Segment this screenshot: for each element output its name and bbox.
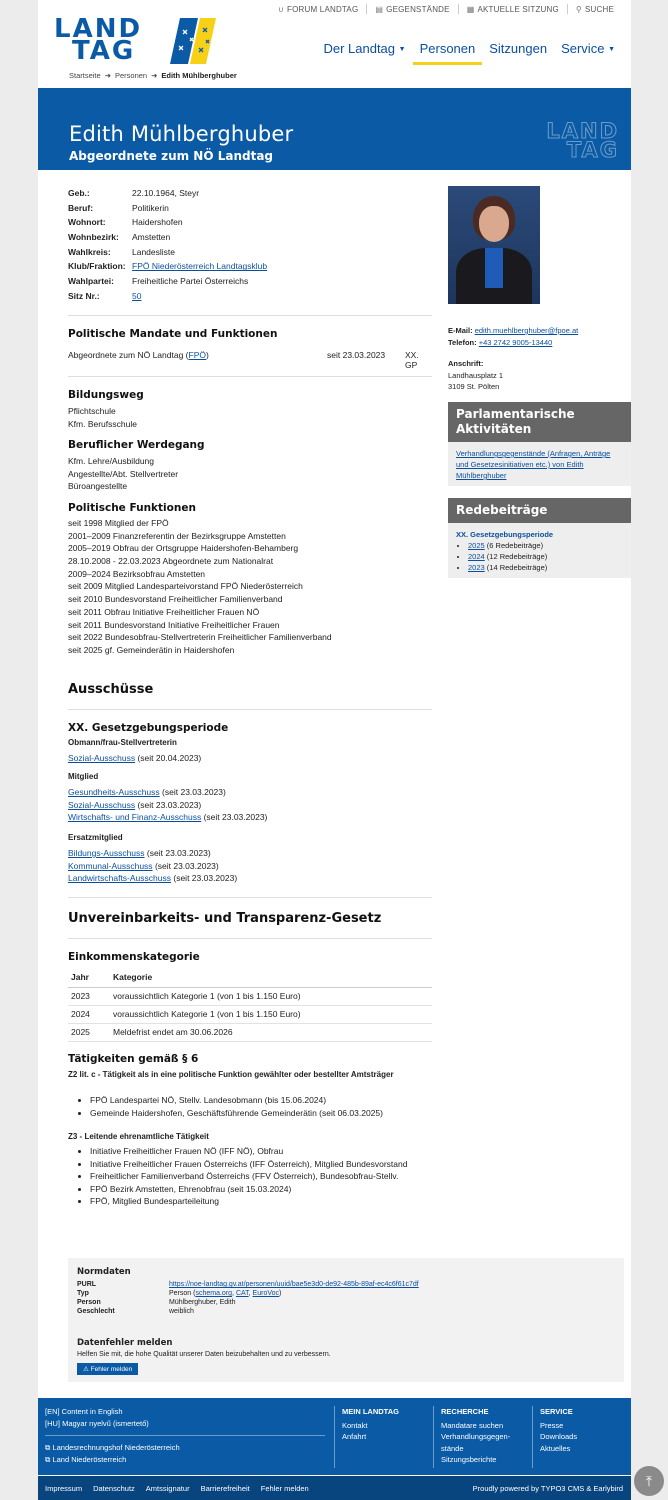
list-item: • FPÖ, Mitglied Bundesparteileitung bbox=[90, 1195, 430, 1208]
page-subtitle: Abgeordnete zum NÖ Landtag bbox=[69, 149, 274, 163]
address-row bbox=[448, 358, 578, 370]
person-facts bbox=[68, 186, 267, 304]
z3-list bbox=[80, 1145, 430, 1208]
list-item: seit 2025 gf. Gemeinderätin in Haidershofen bbox=[68, 644, 235, 655]
list-item: 2001–2009 Finanzreferentin der Bezirksgruppe Amstetten bbox=[68, 530, 286, 541]
committee-since: (seit 23.03.2023) bbox=[173, 873, 238, 884]
address-line2: 3109 St. Pölten bbox=[448, 382, 500, 391]
address-line1: Landhausplatz 1 bbox=[448, 370, 504, 380]
eurovoc-link[interactable]: EuroVoc bbox=[252, 1290, 280, 1297]
footer-col1-title: MEIN LANDTAG bbox=[342, 1407, 399, 1416]
committee-item bbox=[68, 799, 267, 812]
committee-since: (seit 23.03.2023) bbox=[162, 787, 226, 797]
legal-link[interactable]: Barrierefreiheit bbox=[200, 1484, 250, 1493]
forum-label: FORUM LANDTAG bbox=[287, 4, 359, 14]
page-title: Edith Mühlberghuber bbox=[69, 122, 294, 146]
nav-sitzungen[interactable] bbox=[482, 41, 554, 65]
typ-prefix: Person ( bbox=[169, 1290, 196, 1297]
normdaten-box bbox=[68, 1258, 624, 1382]
datenfehler-text: Helfen Sie mit, die hohe Qualität unserer Daten beizubehalten und zu verbessern. bbox=[77, 1351, 331, 1358]
table-cell: 2023 bbox=[68, 987, 110, 1005]
fact-label: Geb.: bbox=[68, 188, 90, 198]
footer-link[interactable]: Kontakt bbox=[342, 1420, 368, 1430]
fact-label: Wohnbezirk: bbox=[68, 232, 119, 243]
forum-link[interactable] bbox=[270, 4, 366, 14]
list-item: 2009–2024 Bezirksobfrau Amstetten bbox=[68, 568, 206, 579]
rede-year-link[interactable]: 2025 bbox=[468, 541, 485, 550]
fact-row bbox=[68, 259, 267, 274]
arrow-right-icon: ➜ bbox=[151, 71, 158, 80]
rede-item bbox=[468, 562, 623, 573]
rede-item bbox=[468, 540, 623, 551]
logo-text-line1: LAND bbox=[54, 14, 143, 44]
mandate-label: Abgeordnete zum NÖ Landtag ( bbox=[68, 350, 189, 360]
table-row bbox=[68, 1023, 432, 1041]
fact-value: Freiheitliche Partei Österreichs bbox=[132, 276, 249, 287]
fact-value: Politikerin bbox=[132, 202, 169, 213]
fact-row bbox=[68, 289, 267, 304]
committee-since: (seit 23.03.2023) bbox=[154, 860, 219, 871]
committee-item bbox=[68, 752, 201, 765]
committee-item bbox=[68, 811, 267, 824]
einkommen-table bbox=[68, 967, 432, 1042]
phone-label: Telefon: bbox=[448, 337, 477, 347]
aktivitaeten-heading: Parlamentarische Aktivitäten bbox=[448, 402, 631, 442]
fact-value: Haidershofen bbox=[132, 217, 183, 228]
footer-col-divider bbox=[334, 1406, 335, 1468]
list-item: Büroangestellte bbox=[68, 481, 128, 492]
beruf-list bbox=[68, 455, 178, 493]
footer-col3-title: SERVICE bbox=[540, 1407, 573, 1416]
committee-link[interactable]: Kommunal-Ausschuss bbox=[68, 860, 153, 871]
bildung-list bbox=[68, 405, 137, 430]
footer-divider bbox=[45, 1435, 325, 1436]
typ-row bbox=[77, 1290, 281, 1297]
fact-row bbox=[68, 245, 267, 260]
footer-link[interactable]: Sitzungsberichte bbox=[441, 1455, 497, 1464]
nav-der-landtag[interactable] bbox=[316, 41, 412, 65]
list-item: seit 2010 Bundesvorstand Freiheitlicher Familienverband bbox=[68, 594, 283, 605]
horseshoe-icon: ∪ bbox=[277, 4, 285, 14]
portrait-face bbox=[479, 206, 509, 242]
nav-service-label: Service bbox=[561, 41, 605, 56]
committee-role: Obmann/frau-Stellvertreterin bbox=[68, 738, 177, 747]
list-item: seit 2011 Bundesvorstand Initiative Freiheitlicher Frauen bbox=[68, 619, 280, 630]
breadcrumb bbox=[69, 71, 237, 80]
legal-links bbox=[45, 1484, 309, 1493]
rede-period: XX. Gesetzgebungsperiode bbox=[456, 530, 554, 539]
committee-since: (seit 23.03.2023) bbox=[203, 812, 268, 823]
fact-row bbox=[68, 230, 267, 245]
address-label: Anschrift: bbox=[448, 359, 484, 368]
z3-heading: Z3 - Leitende ehrenamtliche Tätigkeit bbox=[68, 1132, 209, 1141]
warning-icon: ⚠ bbox=[83, 1366, 89, 1373]
main-nav bbox=[316, 41, 622, 65]
lang-en-link[interactable]: [EN] Content in English bbox=[45, 1407, 123, 1416]
committee-list bbox=[68, 786, 267, 824]
mandates-heading: Politische Mandate und Funktionen bbox=[68, 328, 278, 340]
list-item: 28.10.2008 - 22.03.2023 Abgeordnete zum Nationalrat bbox=[68, 556, 274, 567]
committee-link[interactable]: Landwirtschafts-Ausschuss bbox=[68, 873, 171, 884]
logo-text-line2: TAG bbox=[72, 36, 136, 66]
legal-link[interactable]: Impressum bbox=[45, 1484, 83, 1493]
committee-since: (seit 23.03.2023) bbox=[137, 799, 202, 810]
aktivitaeten-link[interactable]: Verhandlungsgegenstände (Anfragen, Anträge und Gesetzesinitiativen etc.) von Edith Mühlberghuber bbox=[456, 449, 611, 480]
ext-link-lrh-label: Landesrechnungshof Niederösterreich bbox=[52, 1443, 180, 1452]
fact-label: Beruf: bbox=[68, 202, 94, 213]
watermark-line1: LAND bbox=[546, 119, 619, 143]
redebeitraege-panel bbox=[448, 498, 631, 578]
logo-flag-icon bbox=[170, 18, 216, 64]
fact-label: Sitz Nr.: bbox=[68, 290, 100, 301]
person-label: Person bbox=[77, 1299, 101, 1306]
divider bbox=[68, 938, 432, 939]
list-item: • FPÖ Landespartei NÖ, Stellv. Landesobmann (bis 15.06.2024) bbox=[90, 1094, 383, 1107]
fehler-melden-label: Fehler melden bbox=[90, 1366, 133, 1373]
fact-value[interactable]: 50 bbox=[132, 290, 142, 301]
phone-row bbox=[448, 337, 578, 349]
footer-col-divider bbox=[433, 1406, 434, 1468]
list-item: seit 2011 Obfrau Initiative Freiheitlicher Frauen NÖ bbox=[68, 606, 260, 617]
footer-col2-links bbox=[441, 1420, 529, 1466]
spacer bbox=[448, 348, 578, 358]
caret-down-icon: ▼ bbox=[398, 46, 406, 53]
person-value: Mühlberghuber, Edith bbox=[169, 1299, 236, 1306]
rede-item bbox=[468, 551, 623, 562]
rede-count: (12 Redebeiträge) bbox=[486, 552, 548, 561]
geschlecht-row bbox=[77, 1308, 194, 1315]
list-item: Kfm. Lehre/Ausbildung bbox=[68, 456, 154, 466]
footer-col2-title: RECHERCHE bbox=[441, 1407, 489, 1416]
arrow-up-icon: ⤒ bbox=[645, 1473, 653, 1489]
bildung-heading: Bildungsweg bbox=[68, 389, 144, 401]
purl-row bbox=[77, 1281, 419, 1288]
table-cell: Meldefrist endet am 30.06.2026 bbox=[110, 1023, 432, 1041]
list-item: Kfm. Berufsschule bbox=[68, 418, 137, 429]
fact-row bbox=[68, 201, 267, 216]
breadcrumb-home[interactable]: Startseite bbox=[69, 71, 101, 80]
rede-count: (6 Redebeiträge) bbox=[486, 541, 544, 550]
z2-heading: Z2 lit. c - Tätigkeit als in eine politische Funktion gewählter oder bestellter Amtsträger bbox=[68, 1070, 394, 1079]
geschlecht-label: Geschlecht bbox=[77, 1308, 115, 1315]
list-item: • Freiheitlicher Familienverband Österreichs (FFV Österreich), Bundesobfrau-Stellv. bbox=[90, 1170, 430, 1183]
fact-value[interactable]: FPÖ Niederösterreich Landtagsklub bbox=[132, 261, 268, 272]
table-cell: 2025 bbox=[68, 1023, 110, 1041]
redebeitraege-body bbox=[448, 523, 631, 579]
utility-bar bbox=[270, 4, 622, 14]
footer-col-divider bbox=[532, 1406, 533, 1468]
footer-link[interactable]: Mandatare suchen bbox=[441, 1420, 504, 1430]
ext-link-land-label: Land Niederösterreich bbox=[52, 1455, 127, 1464]
committee-since: (seit 20.04.2023) bbox=[137, 753, 202, 763]
table-row bbox=[68, 1005, 432, 1023]
hero-banner bbox=[38, 88, 631, 170]
nav-der-landtag-label: Der Landtag bbox=[323, 41, 396, 56]
footer-col1-links bbox=[342, 1420, 399, 1443]
divider bbox=[68, 315, 432, 316]
list-item: • Gemeinde Haidershofen, Geschäftsführende Gemeinderätin (seit 06.03.2025) bbox=[90, 1107, 383, 1120]
transparenz-heading: Unvereinbarkeits- und Transparenz-Gesetz bbox=[68, 911, 382, 926]
watermark-line2: TAG bbox=[566, 138, 619, 162]
footer-link[interactable]: Presse bbox=[540, 1420, 564, 1430]
committee-link[interactable]: Sozial-Ausschuss bbox=[68, 753, 136, 763]
powered-by: Proudly powered by TYPO3 CMS & Earlybird bbox=[472, 1484, 623, 1493]
table-cell: 2024 bbox=[68, 1005, 110, 1023]
rede-count: (14 Redebeiträge) bbox=[486, 563, 548, 572]
list-item: Angestellte/Abt. Stellvertreter bbox=[68, 468, 179, 479]
committee-link[interactable]: Gesundheits-Ausschuss bbox=[68, 787, 160, 797]
committee-list bbox=[68, 847, 237, 885]
caret-down-icon: ▼ bbox=[608, 46, 615, 53]
footer bbox=[38, 1398, 631, 1475]
funktionen-list bbox=[68, 517, 332, 657]
col-jahr: Jahr bbox=[68, 967, 110, 987]
bottom-bar bbox=[38, 1476, 631, 1500]
committee-role: Mitglied bbox=[68, 772, 99, 781]
typ-suffix: ) bbox=[279, 1290, 282, 1297]
geschlecht-value: weiblich bbox=[169, 1308, 194, 1315]
portrait-photo bbox=[448, 186, 540, 304]
search-label: SUCHE bbox=[584, 4, 614, 14]
document-icon: ▤ bbox=[375, 4, 384, 14]
aktivitaeten-panel bbox=[448, 402, 631, 486]
nav-personen[interactable] bbox=[413, 41, 483, 65]
footer-link[interactable]: Anfahrt bbox=[342, 1432, 367, 1441]
committee-link[interactable]: Wirtschafts- und Finanz-Ausschuss bbox=[68, 812, 202, 823]
ext-link-lrh[interactable] bbox=[45, 1443, 180, 1453]
ext-link-land[interactable] bbox=[45, 1455, 126, 1465]
committee-list bbox=[68, 752, 201, 765]
gegenstaende-link[interactable] bbox=[366, 4, 457, 14]
fact-row bbox=[68, 186, 267, 201]
committee-item bbox=[68, 847, 237, 860]
legal-link[interactable]: Datenschutz bbox=[93, 1484, 135, 1493]
committee-item bbox=[68, 786, 267, 799]
email-row bbox=[448, 325, 578, 337]
sitzung-label: AKTUELLE SITZUNG bbox=[477, 4, 559, 14]
footer-col-recherche bbox=[441, 1406, 529, 1466]
divider bbox=[68, 376, 432, 377]
list-item: seit 2009 Mitglied Landesparteivorstand FPÖ Niederösterreich bbox=[68, 581, 303, 592]
list-item: 2005–2019 Obfrau der Ortsgruppe Haidershofen-Behamberg bbox=[68, 543, 299, 554]
datenfehler-heading: Datenfehler melden bbox=[77, 1338, 173, 1348]
typ-value: Person (schema.org, CAT, EuroVoc) bbox=[169, 1290, 282, 1297]
nav-personen-label: Personen bbox=[419, 41, 476, 56]
lang-hu-link[interactable]: [HU] Magyar nyelvű (ismertető) bbox=[45, 1419, 149, 1428]
landtag-logo[interactable] bbox=[54, 16, 216, 66]
normdaten-heading: Normdaten bbox=[77, 1267, 131, 1277]
committee-item bbox=[68, 860, 237, 873]
einkommen-heading: Einkommenskategorie bbox=[68, 951, 200, 963]
table-header-row bbox=[68, 967, 432, 987]
purl-link[interactable]: https://noe-landtag.gv.at/personen/uuid/bae5e3d0-de92-485b-89af-ec4c6f61c7df bbox=[169, 1281, 419, 1288]
ausschuesse-period: XX. Gesetzgebungsperiode bbox=[68, 722, 229, 734]
external-link-icon: ⧉ bbox=[45, 1455, 51, 1464]
external-link-icon: ⧉ bbox=[45, 1443, 51, 1452]
mandate-period: XX. GP bbox=[405, 350, 419, 370]
mandate-since: seit 23.03.2023 bbox=[327, 350, 386, 360]
search-icon: ⚲ bbox=[575, 4, 582, 14]
footer-col3-links bbox=[540, 1420, 577, 1455]
person-row bbox=[77, 1299, 236, 1306]
search-link[interactable] bbox=[567, 4, 622, 14]
fact-label: Wahlpartei: bbox=[68, 276, 114, 287]
footer-link[interactable]: Downloads bbox=[540, 1432, 578, 1441]
legal-link[interactable]: Fehler melden bbox=[260, 1484, 309, 1493]
rede-list bbox=[468, 540, 623, 573]
rede-year-link[interactable]: 2024 bbox=[468, 552, 485, 561]
contact-block bbox=[448, 325, 578, 393]
funktionen-heading: Politische Funktionen bbox=[68, 502, 196, 514]
committee-link[interactable]: Bildungs-Ausschuss bbox=[68, 848, 145, 858]
table-row bbox=[68, 987, 432, 1005]
committee-role: Ersatzmitglied bbox=[68, 833, 123, 842]
arrow-right-icon: ➜ bbox=[104, 71, 111, 80]
mandate-text bbox=[68, 350, 209, 360]
list-item: • Initiative Freiheitlicher Frauen Österreichs (IFF Österreich), Mitglied Bundesvorstand bbox=[90, 1158, 430, 1171]
gegenstaende-label: GEGENSTÄNDE bbox=[386, 4, 450, 14]
ausschuesse-heading: Ausschüsse bbox=[68, 682, 154, 697]
fact-label: Klub/Fraktion: bbox=[68, 261, 126, 272]
breadcrumb-section[interactable]: Personen bbox=[114, 71, 148, 80]
fact-value: 22.10.1964, Steyr bbox=[132, 188, 200, 198]
list-item: • FPÖ Bezirk Amstetten, Ehrenobfrau (seit 15.03.2024) bbox=[90, 1183, 430, 1196]
list-item: Pflichtschule bbox=[68, 406, 116, 416]
cat-link[interactable]: CAT bbox=[235, 1290, 249, 1297]
divider bbox=[68, 709, 432, 710]
calendar-icon: ▦ bbox=[466, 4, 475, 14]
redebeitraege-heading: Redebeiträge bbox=[448, 498, 631, 523]
portrait-shirt bbox=[485, 248, 503, 288]
footer-col-service bbox=[540, 1406, 577, 1454]
footer-link[interactable]: Verhandlungsgegen-stände bbox=[441, 1432, 511, 1453]
fact-row bbox=[68, 274, 267, 289]
purl-label: PURL bbox=[77, 1281, 97, 1288]
legal-link[interactable]: Amtssignatur bbox=[145, 1484, 190, 1493]
list-item: seit 2022 Bundesobfrau-Stellvertreterin Freiheitlicher Familienverband bbox=[68, 632, 332, 643]
einkommen-table-body bbox=[68, 987, 432, 1041]
fact-label: Wohnort: bbox=[68, 217, 106, 228]
fact-value: Landesliste bbox=[132, 246, 176, 257]
list-item: seit 1998 Mitglied der FPÖ bbox=[68, 518, 169, 528]
nav-sitzungen-label: Sitzungen bbox=[489, 41, 548, 56]
breadcrumb-current: Edith Mühlberghuber bbox=[161, 71, 237, 80]
email-link[interactable]: edith.muehlberghuber@fpoe.at bbox=[474, 326, 579, 335]
hero-watermark bbox=[546, 119, 619, 162]
footer-link[interactable]: Aktuelles bbox=[540, 1443, 571, 1453]
rede-year-link[interactable]: 2023 bbox=[468, 563, 485, 572]
typ-label: Typ bbox=[77, 1290, 89, 1297]
nav-service[interactable] bbox=[554, 41, 622, 65]
schema-link[interactable]: schema.org bbox=[195, 1290, 233, 1297]
fact-label: Wahlkreis: bbox=[68, 246, 111, 257]
fact-row bbox=[68, 215, 267, 230]
phone-link[interactable]: +43 2742 9005-13440 bbox=[478, 337, 553, 347]
z2-list bbox=[80, 1094, 383, 1119]
committee-item bbox=[68, 872, 237, 885]
sitzung-link[interactable] bbox=[458, 4, 567, 14]
list-item: • Initiative Freiheitlicher Frauen NÖ (IFF NÖ), Obfrau bbox=[90, 1145, 430, 1158]
table-cell: voraussichtlich Kategorie 1 (von 1 bis 1.150 Euro) bbox=[110, 987, 432, 1005]
back-to-top-button[interactable] bbox=[634, 1466, 664, 1496]
committee-since: (seit 23.03.2023) bbox=[146, 848, 211, 858]
fact-value: Amstetten bbox=[132, 232, 171, 243]
table-cell: voraussichtlich Kategorie 1 (von 1 bis 1.150 Euro) bbox=[110, 1005, 432, 1023]
mandate-close: ) bbox=[205, 350, 209, 360]
fehler-melden-button[interactable] bbox=[77, 1363, 138, 1375]
committee-link[interactable]: Sozial-Ausschuss bbox=[68, 799, 136, 810]
taetigkeiten-heading: Tätigkeiten gemäß § 6 bbox=[68, 1053, 199, 1065]
beruf-heading: Beruflicher Werdegang bbox=[68, 439, 205, 451]
email-label: E-Mail: bbox=[448, 326, 473, 335]
divider bbox=[68, 897, 432, 898]
footer-col-mein-landtag bbox=[342, 1406, 399, 1443]
party-link[interactable]: FPÖ bbox=[188, 350, 206, 360]
col-kategorie: Kategorie bbox=[110, 967, 432, 987]
